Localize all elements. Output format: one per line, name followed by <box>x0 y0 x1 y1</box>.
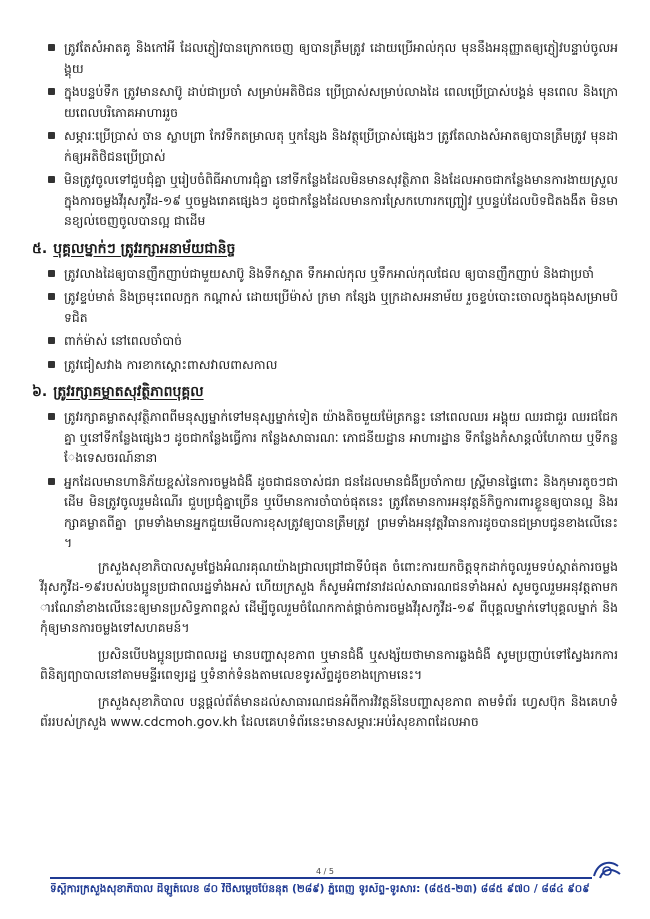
document-body <box>32 38 618 739</box>
bullet-marker <box>48 293 55 300</box>
section-5-heading <box>32 238 618 260</box>
bullet-text: មិនត្រូវចូលទៅជួបជុំគ្នា ឬរៀបចំពិធីអាហារជុំគ្នា នៅទីកន្លែងដែលមិនមានសុវត្ថិភាព និងដែលអាចជាកន្លែងមានការងាយស្រួលក្នុងការចម្លងវីរុសកូវីដ-១៩ ឬចម្លងរោគផ្សេងៗ ដូចជាកន្លែងដែលមានការស្រែកហោរកញ្ច្រៀវ ឬបន្ទប់ដែលបិទជិតងងឹត មិនមានខ្យល់ចេញចូលបានល្អ ជាដើម <box>64 172 618 228</box>
list-item <box>40 355 618 376</box>
list-item <box>40 287 618 328</box>
list-item <box>40 126 618 167</box>
section-6-heading <box>32 381 618 403</box>
closing-paragraph-info: ក្រសួងសុខាភិបាល បន្តផ្តល់ព័ត៌មានដល់សាធារណជនអំពីការវិវត្តន៍នៃបញ្ហាសុខភាព តាមទំព័រ ហ្វេសប៊ុក និងគេហទំព័ររបស់ក្រសួង www.cdcmoh.gov.kh ដែលគេហទំព័រនេះមានសម្ភារៈអប់រំសុខភាពដែលអាច <box>40 693 618 729</box>
list-item <box>40 82 618 123</box>
list-item <box>40 170 618 232</box>
footer-address: ទីស្តីការក្រសួងសុខាភិបាល ដីឡូត៍លេខ ៨០ វិថីសម្តេចប៉ែននុត (២៨៩) ភ្នំពេញ ទូរស័ព្ទ-ទូរសារ: (៨៥៥-២៣) ៨៨៥ ៩៧០ / ៨៨៤ ៩០៩ <box>50 883 590 895</box>
list-item <box>40 264 618 285</box>
section-number: ៥. <box>32 240 48 257</box>
section-5-list <box>40 264 618 376</box>
bullet-text: ត្រូវតែសំអាតគូ និងកៅអី ដែលភ្ញៀវបានក្រោកចេញ ឲ្យបានត្រឹមត្រូវ ដោយប្រើអាល់កុល មុននឹងអនុញ្ញាតឲ្យភ្ញៀវបន្ទាប់ចូលអង្គុយ <box>64 40 618 76</box>
bullet-text: ក្នុងបន្ទប់ទឹក ត្រូវមានសាប៊ូ ដាប់ជាប្រចាំ សម្រាប់អតិថិជន ប្រើប្រាស់សម្រាប់លាងដៃ ពេលប្រើប្រាស់បង្គន់ មុនពេល និងក្រោយពេលបរិភោគអាហាររួច <box>64 84 618 120</box>
bullet-text: អ្នកដែលមានហានិភ័យខ្ពស់នៃការចម្លងជំងឺ ដូចជាជនចាស់ជរា ជនដែលមានជំងឺប្រចាំកាយ ស្រ្តីមានផ្ទៃពោះ និងកុមារតូចៗជាដើម មិនត្រូវចូលរួមដំណើរ ជួបប្រជុំគ្នាច្រើន ឬបើមានការចាំបាច់ផុតនេះ ត្រូវតែមានការអនុវត្តន៍កិច្ចការពារខ្លួនឲ្យបានល្អ និងរក្សាគម្លាតពីគ្នា ព្រមទាំងមានអ្នកជួយមើលការខុសត្រូវឲ្យបានត្រឹមត្រូវ ព្រមទាំងអនុវត្តវិធានការដូចបានជម្រាបជូនខាងលើនេះ។ <box>64 473 618 550</box>
section-title: បុគ្គលម្នាក់ៗ ត្រូវរក្សាអនាម័យជានិច្ច <box>53 240 236 257</box>
bullet-text: ត្រូវជៀសវាង ការខាកស្តោះពាសវាលពាសកាល <box>64 356 278 372</box>
bullet-marker <box>48 44 55 51</box>
list-item <box>40 472 618 554</box>
bullet-marker <box>48 413 55 420</box>
bullet-marker <box>48 337 55 344</box>
bullet-text: ពាក់ម៉ាស់ នៅពេលចាំបាច់ <box>64 333 182 348</box>
closing-paragraph-thanks: ក្រសួងសុខាភិបាលសូមថ្លែងអំណរគុណយ៉ាងជ្រាលជ្រៅជាទីបំផុត ចំពោះការយកចិត្តទុកដាក់ចូលរួមទប់ស្កាត់ការចម្លងវីរុសកូវីដ-១៩របស់បងប្អូនប្រជាពលរដ្ឋទាំងអស់ ហើយក្រសួង ក៏សូមអំពាវនាវដល់សាធារណជនទាំងអស់ សូមចូលរួមអនុវត្តតាមការណែនាំខាងលើនេះឲ្យមានប្រសិទ្ធភាពខ្ពស់ ដើម្បីចូលរួមចំណែកកាត់ផ្តាច់ការចម្លងវីរុសកូវីដ-១៩ ពីបុគ្គលម្នាក់ទៅបុគ្គលម្នាក់ និងកុំឲ្យមានការចម្លងទៅសហគមន៍។ <box>40 558 618 635</box>
bullet-list-top <box>40 38 618 232</box>
page-number: 4 / 5 <box>316 867 334 876</box>
bullet-text: សម្ភារៈប្រើប្រាស់ ចាន ស្លាបព្រា កែវទឹកតម្រាលតុ ឬកន្សែង និងវត្ថុប្រើប្រាស់ផ្សេងៗ ត្រូវតែលាងសំអាតឲ្យបានត្រឹមត្រូវ មុនដាក់ឲ្យអតិថិជនប្រើប្រាស់ <box>64 128 618 164</box>
list-item <box>40 407 618 469</box>
section-title: ត្រូវរក្សាគម្លាតសុវត្ថិភាពបុគ្គល <box>53 384 204 400</box>
bullet-text: ត្រូវរក្សាគម្លាតសុវត្ថិភាពពីមនុស្សម្នាក់ទៅមនុស្សម្នាក់ទៀត យ៉ាងតិចមួយម៉ែត្រកន្លះ នៅពេលឈរ អង្គុយ ឈរជាជួរ ឈរជជែកគ្នា ឬនៅទីកន្លែងផ្សេងៗ ដូចជាកន្លែងធ្វើការ កន្លែងសាធារណៈ ភោជនីយដ្ឋាន អាហារដ្ឋាន ទីកន្លែងកំសាន្តលំហែកាយ ឬទីកន្លែងទេសចរណ៍នានា <box>64 409 618 465</box>
bullet-marker <box>48 176 55 183</box>
bullet-marker <box>48 132 55 139</box>
closing-paragraph-health: ប្រសិនបើបងប្អូនប្រជាពលរដ្ឋ មានបញ្ហាសុខភាព ឬមានជំងឺ ឬសង្ស័យថាមានការឆ្លងជំងឺ សូមប្រញាប់ទៅស្វែងរកការពិនិត្យព្យាបាលនៅតាមមន្ទីរពេទ្យរដ្ឋ ឬទំនាក់ទំនងតាមលេខទូរស័ព្ទដូចខាងក្រោមនេះ។ <box>40 646 618 682</box>
bullet-marker <box>48 478 55 485</box>
bullet-marker <box>48 361 55 368</box>
bullet-text: ត្រូវខ្ទប់មាត់ និងច្រមុះពេលក្អក កណ្តាស់ ដោយប្រើម៉ាស់ ក្រមា កន្សែង ឬក្រដាសអនាម័យ រួចខ្ទប់បោះចោលក្នុងធុងសម្រាមបិទជិត <box>64 289 618 325</box>
ministry-logo-icon <box>590 858 624 882</box>
bullet-text: ត្រូវលាងដៃឲ្យបានញឹកញាប់ជាមួយសាប៊ូ និងទឹកស្អាត ទឹកអាល់កុល ឬទឹកអាល់កុលជែល ឲ្យបានញឹកញាប់ និងជាប្រចាំ <box>64 265 594 281</box>
list-item <box>40 38 618 79</box>
bullet-marker <box>48 88 55 95</box>
list-item <box>40 331 618 352</box>
section-number: ៦. <box>32 384 48 400</box>
footer-divider <box>50 877 592 879</box>
bullet-marker <box>48 270 55 277</box>
section-6-list <box>40 407 618 554</box>
